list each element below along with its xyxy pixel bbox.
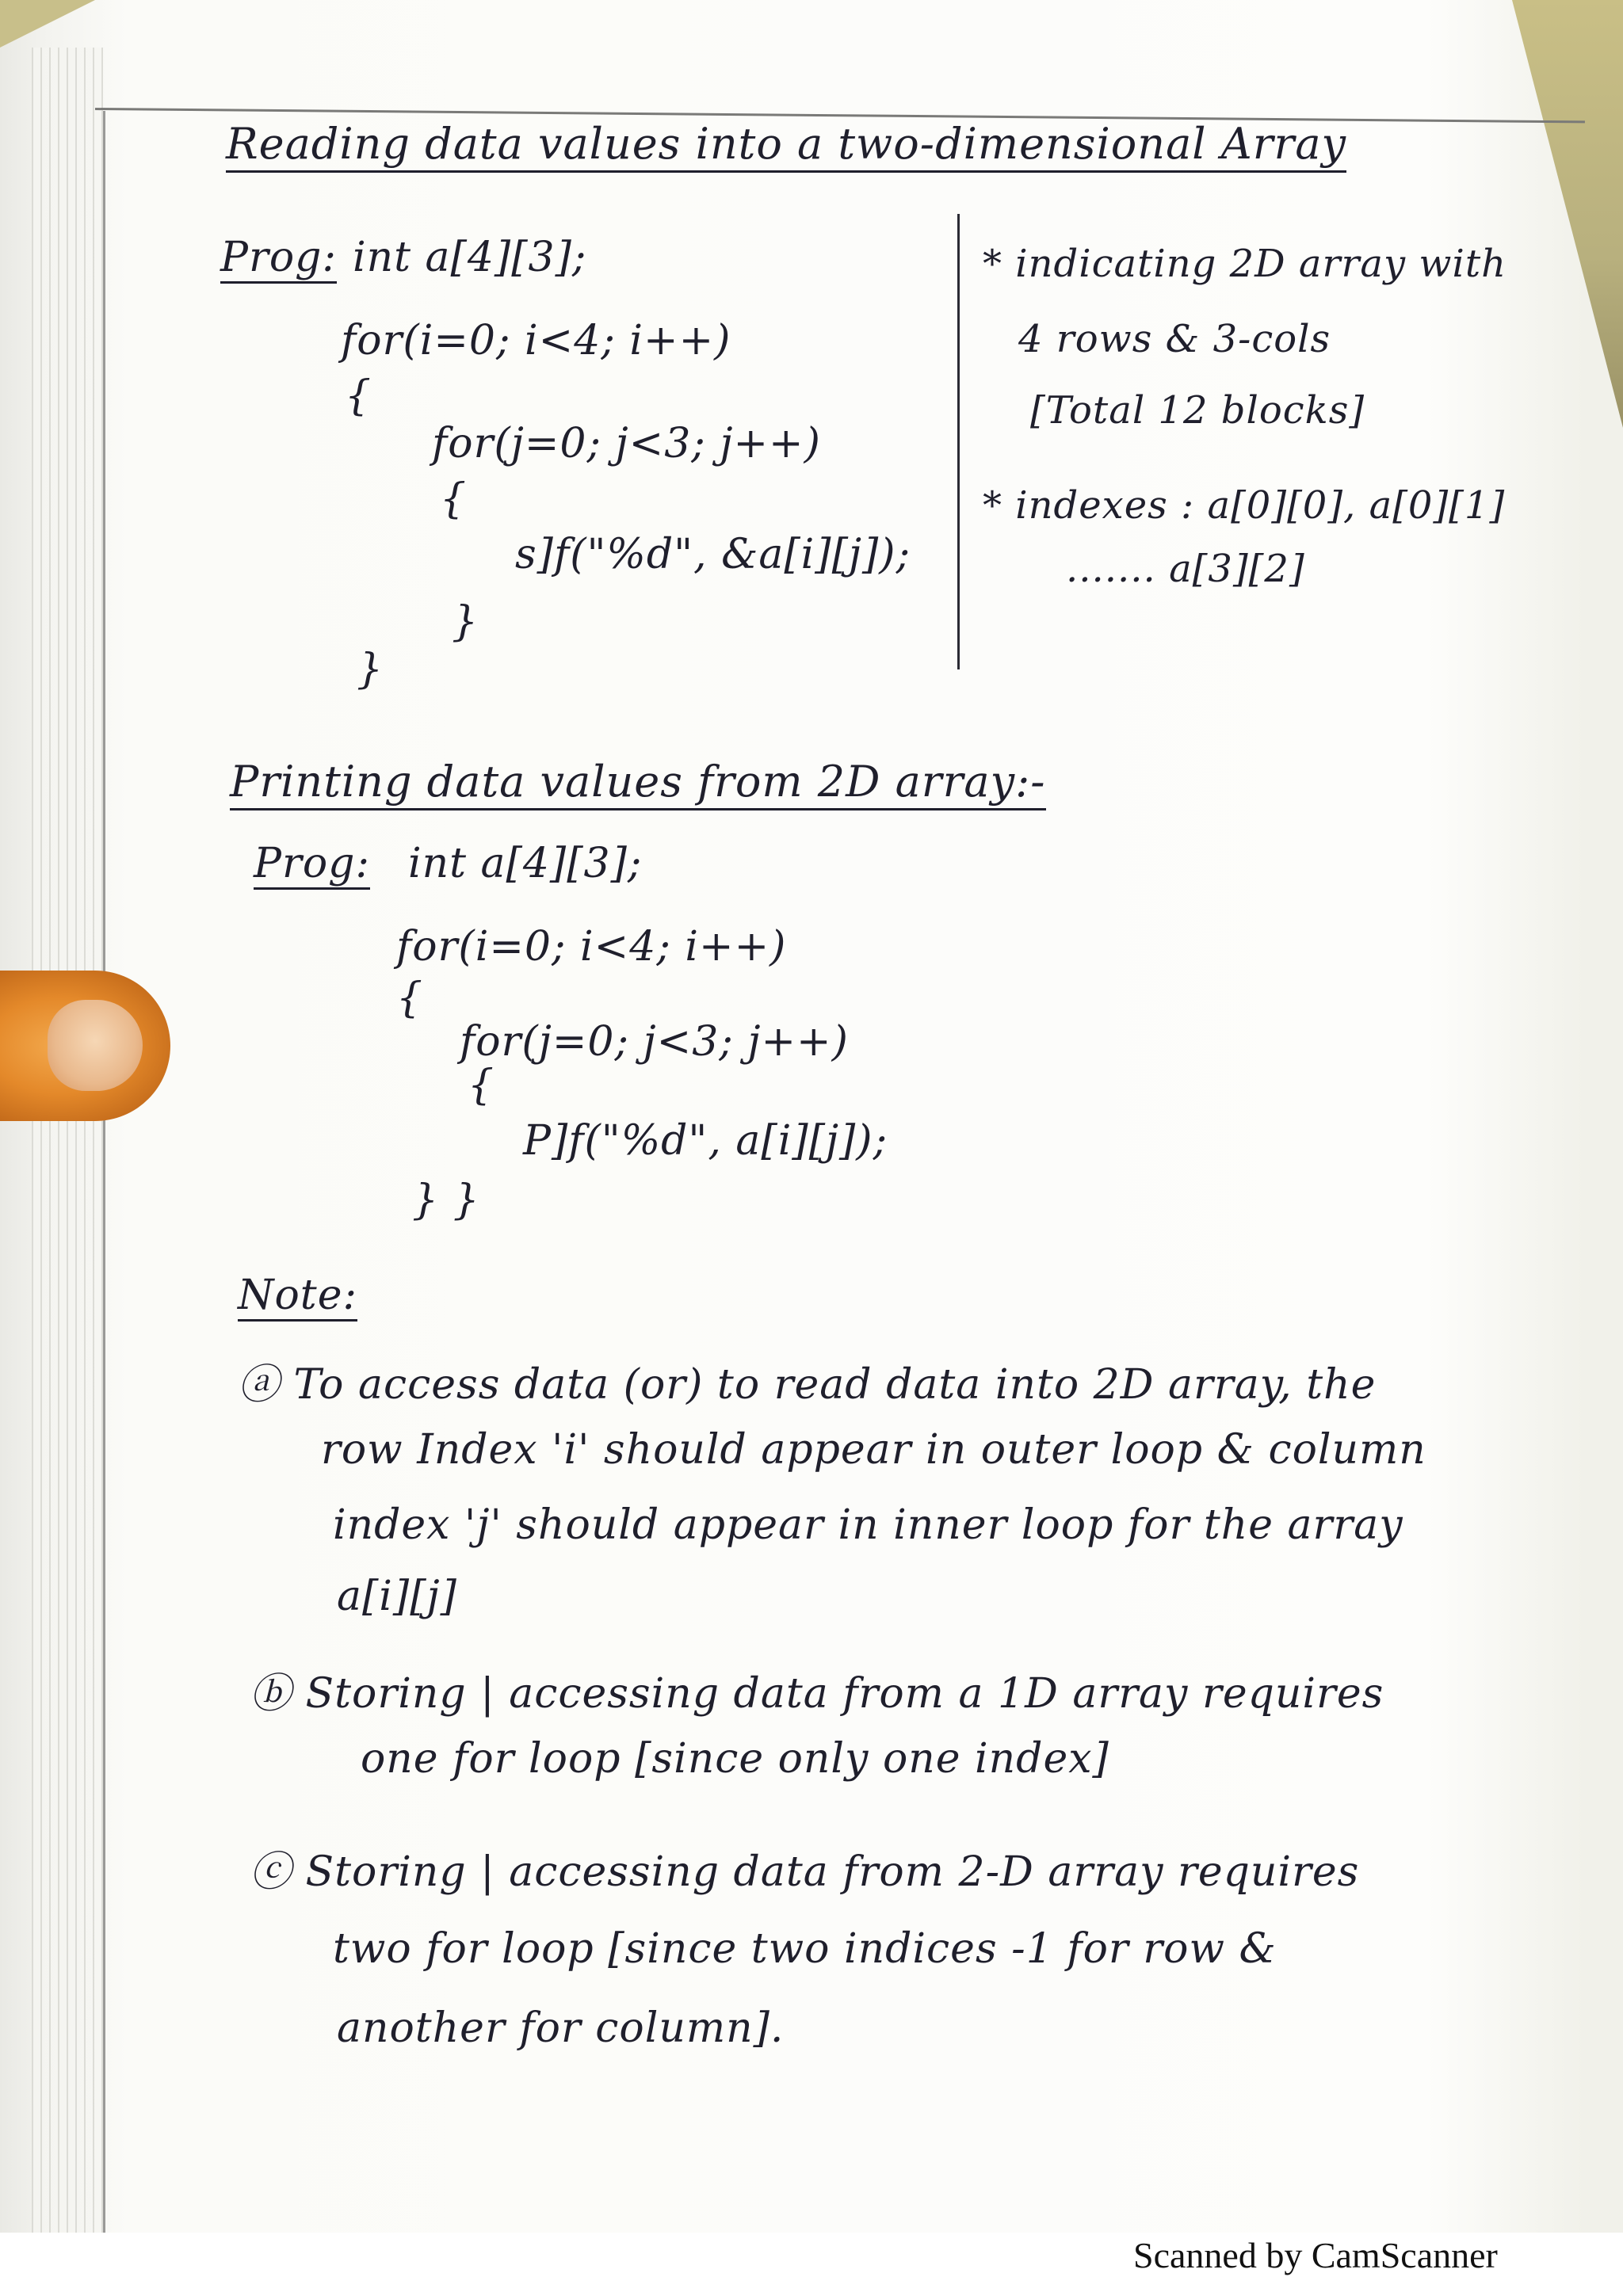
heading-reading: Reading data values into a two-dimensional Array: [226, 119, 1346, 173]
code-line-2: for(i=0; i<4; i++): [341, 317, 731, 364]
note-heading: Note:: [238, 1272, 357, 1322]
code-line-5: {: [440, 475, 468, 523]
side-note-3: [Total 12 blocks]: [1030, 388, 1365, 433]
print-code-line-1: int a[4][3];: [408, 840, 643, 887]
print-code-line-7: } }: [412, 1177, 480, 1224]
note-line-3: index 'j' should appear in inner loop for the array: [333, 1501, 1403, 1549]
print-code-line-6: P]f("%d", a[i][j]);: [523, 1117, 888, 1165]
thumb-nail: [48, 1000, 143, 1091]
note-line-8: two for loop [since two indices -1 for row &: [333, 1925, 1277, 1973]
code-line-6: s]f("%d", &a[i][j]);: [515, 531, 911, 578]
watermark: Scanned by CamScanner: [1133, 2235, 1498, 2275]
note-line-5: ⓑ Storing | accessing data from a 1D array requires: [250, 1670, 1384, 1718]
print-code-line-5: {: [468, 1062, 495, 1109]
note-line-9: another for column].: [337, 2004, 785, 2052]
code-line-3: {: [345, 372, 372, 420]
note-line-1: ⓐ To access data (or) to read data into 2D array, the: [238, 1361, 1377, 1409]
side-note-1: * indicating 2D array with: [983, 242, 1507, 286]
code-line-7: }: [452, 598, 479, 646]
code-line-4: for(j=0; j<3; j++): [432, 420, 821, 467]
prog-label-reading: Prog:: [220, 234, 337, 284]
heading-printing: Printing data values from 2D array:-: [230, 757, 1046, 810]
note-line-6: one for loop [since only one index]: [361, 1735, 1109, 1783]
code-line-1: int a[4][3];: [353, 234, 587, 281]
side-note-2: 4 rows & 3-cols: [1018, 317, 1331, 361]
page-stack-edges: [32, 48, 103, 2234]
side-note-4: * indexes : a[0][0], a[0][1]: [983, 483, 1506, 528]
note-line-7: ⓒ Storing | accessing data from 2-D array requires: [250, 1848, 1360, 1896]
print-code-line-4: for(j=0; j<3; j++): [460, 1018, 849, 1066]
side-note-5: ....... a[3][2]: [1066, 547, 1305, 591]
note-line-2: row Index 'i' should appear in outer loop & column: [321, 1426, 1426, 1474]
code-line-8: }: [357, 646, 384, 693]
print-code-line-2: for(i=0; i<4; i++): [396, 923, 787, 971]
prog-label-printing: Prog:: [254, 840, 370, 890]
print-code-line-3: {: [396, 974, 424, 1022]
note-line-4: a[i][j]: [337, 1573, 457, 1620]
vertical-divider: [957, 214, 960, 669]
margin-rule: [103, 111, 105, 2234]
